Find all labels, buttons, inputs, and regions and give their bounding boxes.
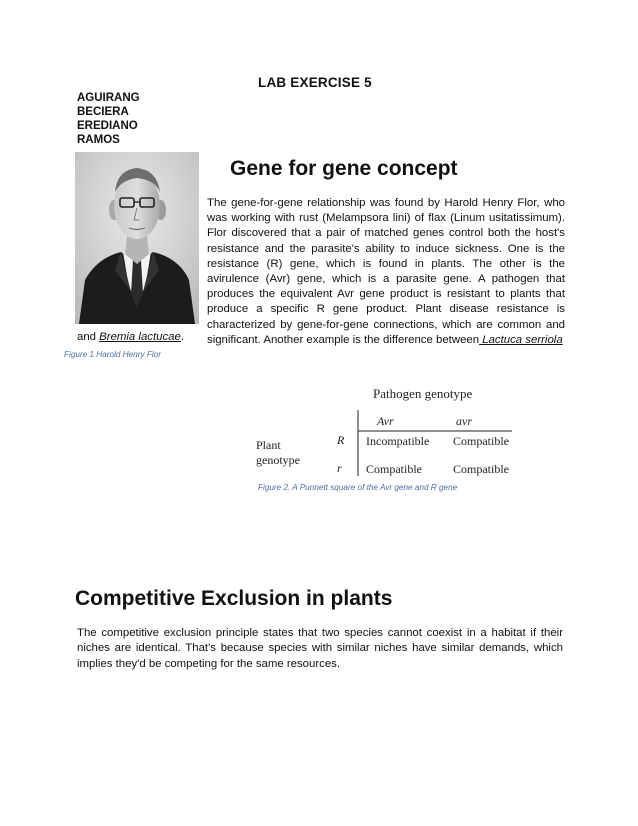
portrait-photo [75,152,199,324]
punnett-square [250,384,525,484]
row-label-plant: Plant [256,438,281,452]
cell-R-Avr: Incompatible [366,434,430,448]
continuation-suffix: . [180,331,185,343]
page-title: LAB EXERCISE 5 [258,75,372,90]
row-R: R [337,433,345,447]
lactuca-link[interactable]: Lactuca serriola [479,333,563,346]
pathogen-genotype-header: Pathogen genotype [373,386,473,401]
row-label-genotype: genotype [256,453,300,467]
row-r: r [337,461,342,475]
competitive-exclusion-paragraph: The competitive exclusion principle states that two species cannot coexist in a habitat if their niches are identical. That's because species with similar niches have similar demands, which implies they'd be competing for the same resources. [77,627,563,670]
author-name: AGUIRANG [77,92,140,104]
paragraph-continuation [77,330,184,345]
paragraph-text: The gene-for-gene relationship was found by Harold Henry Flor, who was working with rust (Melampsora lini) of flax (Linum usitatissimum). Flor discovered that a pair of matched genes control both the host's resistance and the parasite's ability to induce sickness. One is the resistance (R) gene, which is found in plants. The other is the avirulence (Avr) gene, which is a parasite gene. A pathogen that produces the equivalent Avr gene product is resistant to plants that produce a specific R gene product. Plant disease resistance is characterized by gene-for-gene connections, which are common and significant. Another example is the difference between [207,197,565,346]
continuation-prefix: and [77,331,100,343]
author-name: BECIERA [77,106,129,118]
section-title: Competitive Exclusion in plants [75,587,393,610]
col-avr-lower: avr [456,414,472,428]
cell-r-avr: Compatible [453,462,509,476]
cell-r-Avr: Compatible [366,462,422,476]
bremia-link[interactable]: Bremia lactucae [99,331,181,343]
author-name: EREDIANO [77,120,138,132]
gene-concept-paragraph [207,196,565,348]
cell-R-avr: Compatible [453,434,509,448]
section-title: Gene for gene concept [230,157,458,180]
figure2-caption: Figure 2. A Punnett square of the Avr gene and R gene [258,483,458,492]
author-name: RAMOS [77,134,120,146]
author-list [77,91,140,147]
col-avr-upper: Avr [377,414,394,428]
figure1-caption: Figure 1 Harold Henry Flor [64,350,161,359]
